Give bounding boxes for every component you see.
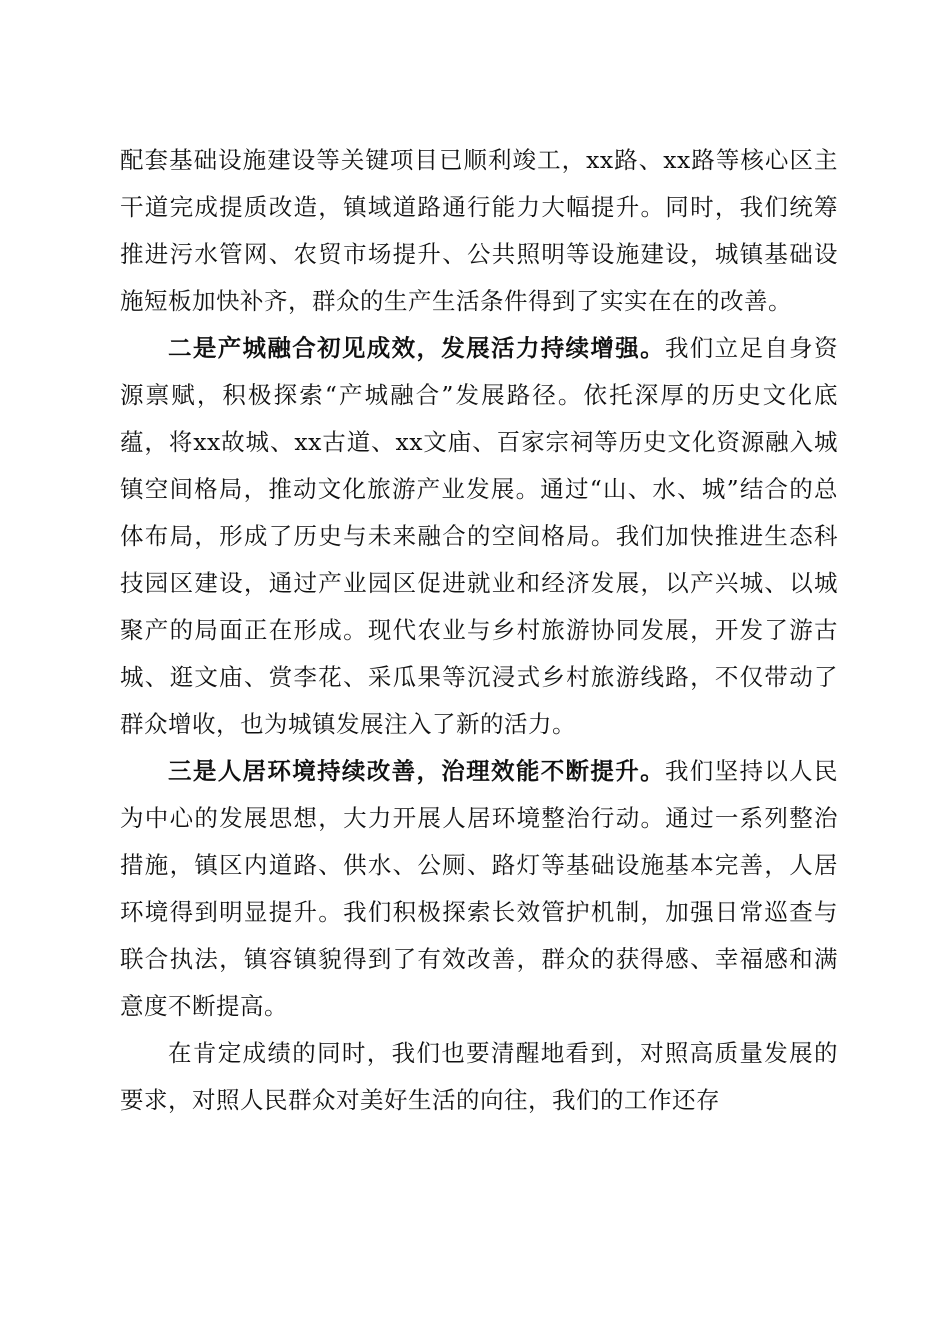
paragraph-living-environment bbox=[120, 748, 838, 1030]
paragraph-industry-city bbox=[120, 325, 838, 748]
paragraph-lead: 三是人居环境持续改善，治理效能不断提升。 bbox=[168, 757, 665, 785]
paragraph-shortcomings bbox=[120, 1030, 838, 1124]
paragraph-text: 在肯定成绩的同时，我们也要清醒地看到，对照高质量发展的要求，对照人民群众对美好生活的向往，我们的工作还存 bbox=[120, 1039, 838, 1114]
document-body bbox=[120, 137, 838, 1124]
paragraph-text: 配套基础设施建设等关键项目已顺利竣工，xx路、xx路等核心区主干道完成提质改造，镇域道路通行能力大幅提升。同时，我们统筹推进污水管网、农贸市场提升、公共照明等设施建设，城镇基础设施短板加快补齐，群众的生产生活条件得到了实实在在的改善。 bbox=[120, 146, 838, 315]
paragraph-text: 我们立足自身资源禀赋，积极探索“产城融合”发展路径。依托深厚的历史文化底蕴，将xx故城、xx古道、xx文庙、百家宗祠等历史文化资源融入城镇空间格局，推动文化旅游产业发展。通过“山、水、城”结合的总体布局，形成了历史与未来融合的空间格局。我们加快推进生态科技园区建设，通过产业园区促进就业和经济发展，以产兴城、以城聚产的局面正在形成。现代农业与乡村旅游协同发展，开发了游古城、逛文庙、赏李花、采瓜果等沉浸式乡村旅游线路，不仅带动了群众增收，也为城镇发展注入了新的活力。 bbox=[120, 334, 839, 738]
paragraph-text: 我们坚持以人民为中心的发展思想，大力开展人居环境整治行动。通过一系列整治措施，镇区内道路、供水、公厕、路灯等基础设施基本完善，人居环境得到明显提升。我们积极探索长效管护机制，加强日常巡查与联合执法，镇容镇貌得到了有效改善，群众的获得感、幸福感和满意度不断提高。 bbox=[120, 757, 839, 1020]
paragraph-continuation bbox=[120, 137, 838, 325]
paragraph-lead: 二是产城融合初见成效，发展活力持续增强。 bbox=[168, 334, 665, 362]
